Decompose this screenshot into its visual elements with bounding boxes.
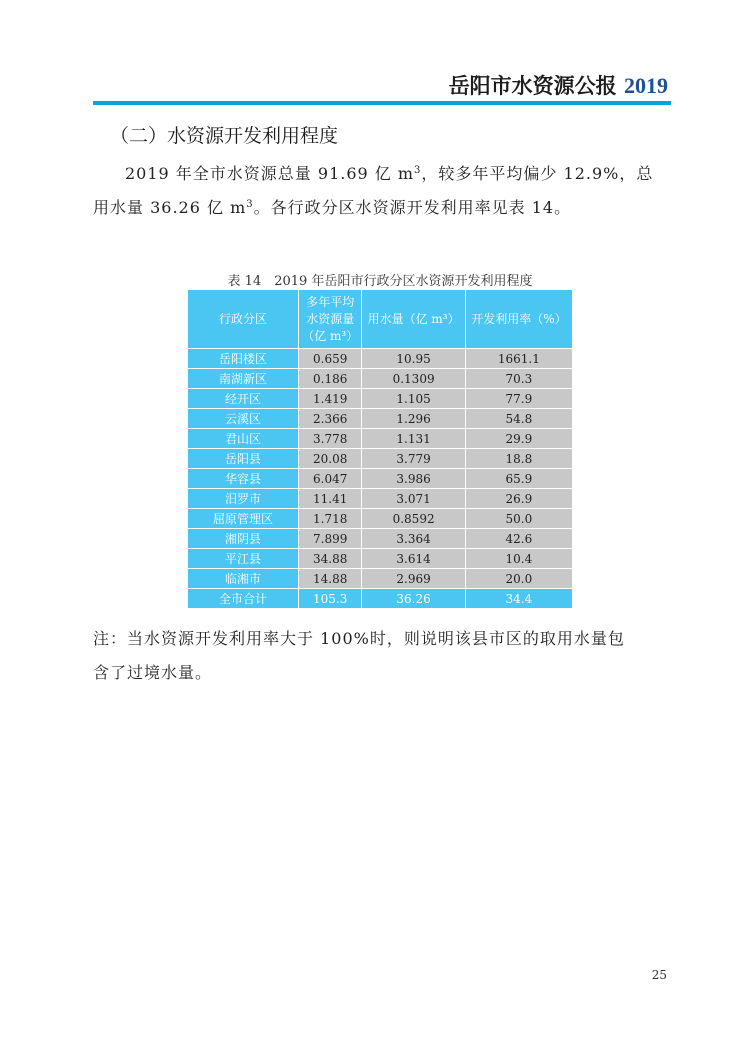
intro-line2-sup: 3 xyxy=(246,199,254,210)
report-title xyxy=(449,70,668,100)
table-row xyxy=(188,469,573,489)
row-resource: 2.366 xyxy=(299,409,362,429)
table-row xyxy=(188,389,573,409)
intro-paragraph xyxy=(93,157,671,225)
header-resource xyxy=(299,290,362,349)
table-row xyxy=(188,429,573,449)
row-name: 屈原管理区 xyxy=(188,509,299,529)
table-row xyxy=(188,569,573,589)
row-rate: 20.0 xyxy=(465,569,572,589)
row-resource: 14.88 xyxy=(299,569,362,589)
footnote-line-1: 注：当水资源开发利用率大于 100%时，则说明该县市区的取用水量包 xyxy=(93,629,625,648)
section-heading: （二）水资源开发利用程度 xyxy=(110,125,339,147)
row-resource: 7.899 xyxy=(299,529,362,549)
row-resource: 1.718 xyxy=(299,509,362,529)
row-usage: 1.131 xyxy=(362,429,465,449)
row-rate: 1661.1 xyxy=(465,349,572,369)
intro-line1-sup: 3 xyxy=(414,165,422,176)
table-row xyxy=(188,409,573,429)
report-year: 2019 xyxy=(624,73,668,98)
table-row xyxy=(188,529,573,549)
total-name: 全市合计 xyxy=(188,589,299,609)
table-row xyxy=(188,509,573,529)
row-rate: 70.3 xyxy=(465,369,572,389)
row-name: 湘阴县 xyxy=(188,529,299,549)
table-row xyxy=(188,349,573,369)
table-row xyxy=(188,549,573,569)
row-name: 君山区 xyxy=(188,429,299,449)
row-resource: 11.41 xyxy=(299,489,362,509)
intro-line-2 xyxy=(93,191,671,225)
footnote-line-2: 含了过境水量。 xyxy=(93,663,213,682)
row-resource: 34.88 xyxy=(299,549,362,569)
row-name: 岳阳楼区 xyxy=(188,349,299,369)
utilization-table xyxy=(187,289,573,609)
table-row xyxy=(188,369,573,389)
table-row xyxy=(188,489,573,509)
intro-line1-part-b: ，较多年平均偏少 12.9%，总 xyxy=(421,164,654,183)
row-rate: 54.8 xyxy=(465,409,572,429)
total-rate: 34.4 xyxy=(465,589,572,609)
header-rule xyxy=(93,101,671,105)
row-usage: 3.071 xyxy=(362,489,465,509)
row-resource: 3.778 xyxy=(299,429,362,449)
table-header-row xyxy=(188,290,573,349)
intro-line2-part-a: 用水量 36.26 亿 m xyxy=(93,198,247,217)
footnote xyxy=(93,622,671,690)
report-title-text: 岳阳市水资源公报 xyxy=(448,74,617,98)
row-rate: 65.9 xyxy=(465,469,572,489)
row-usage: 1.105 xyxy=(362,389,465,409)
row-name: 平江县 xyxy=(188,549,299,569)
table-row xyxy=(188,449,573,469)
row-rate: 29.9 xyxy=(465,429,572,449)
header-resource-line-3: （亿 m³） xyxy=(302,328,359,343)
intro-line2-part-b: 。各行政分区水资源开发利用率见表 14。 xyxy=(253,198,572,217)
intro-line1-part-a: 2019 年全市水资源总量 91.69 亿 m xyxy=(125,164,415,183)
total-usage: 36.26 xyxy=(362,589,465,609)
header-resource-line-1: 多年平均 xyxy=(306,294,355,309)
row-usage: 3.614 xyxy=(362,549,465,569)
row-name: 南湖新区 xyxy=(188,369,299,389)
row-usage: 3.779 xyxy=(362,449,465,469)
row-usage: 3.364 xyxy=(362,529,465,549)
row-resource: 0.659 xyxy=(299,349,362,369)
header-resource-line-2: 水资源量 xyxy=(306,311,355,326)
table-caption: 表 14 2019 年岳阳市行政分区水资源开发利用程度 xyxy=(227,274,533,289)
row-resource: 1.419 xyxy=(299,389,362,409)
row-rate: 10.4 xyxy=(465,549,572,569)
header-rate: 开发利用率（%） xyxy=(465,290,572,349)
row-rate: 50.0 xyxy=(465,509,572,529)
table-total-row xyxy=(188,589,573,609)
row-rate: 18.8 xyxy=(465,449,572,469)
row-rate: 26.9 xyxy=(465,489,572,509)
intro-line-1 xyxy=(93,157,671,191)
row-name: 汨罗市 xyxy=(188,489,299,509)
row-name: 临湘市 xyxy=(188,569,299,589)
row-usage: 1.296 xyxy=(362,409,465,429)
row-resource: 6.047 xyxy=(299,469,362,489)
row-rate: 42.6 xyxy=(465,529,572,549)
row-usage: 3.986 xyxy=(362,469,465,489)
page-number: 25 xyxy=(651,968,667,982)
row-name: 云溪区 xyxy=(188,409,299,429)
row-usage: 10.95 xyxy=(362,349,465,369)
row-name: 华容县 xyxy=(188,469,299,489)
row-usage: 2.969 xyxy=(362,569,465,589)
row-resource: 20.08 xyxy=(299,449,362,469)
row-name: 岳阳县 xyxy=(188,449,299,469)
header-usage: 用水量（亿 m³） xyxy=(362,290,465,349)
row-usage: 0.8592 xyxy=(362,509,465,529)
header-district: 行政分区 xyxy=(188,290,299,349)
total-resource: 105.3 xyxy=(299,589,362,609)
row-usage: 0.1309 xyxy=(362,369,465,389)
row-rate: 77.9 xyxy=(465,389,572,409)
row-resource: 0.186 xyxy=(299,369,362,389)
row-name: 经开区 xyxy=(188,389,299,409)
